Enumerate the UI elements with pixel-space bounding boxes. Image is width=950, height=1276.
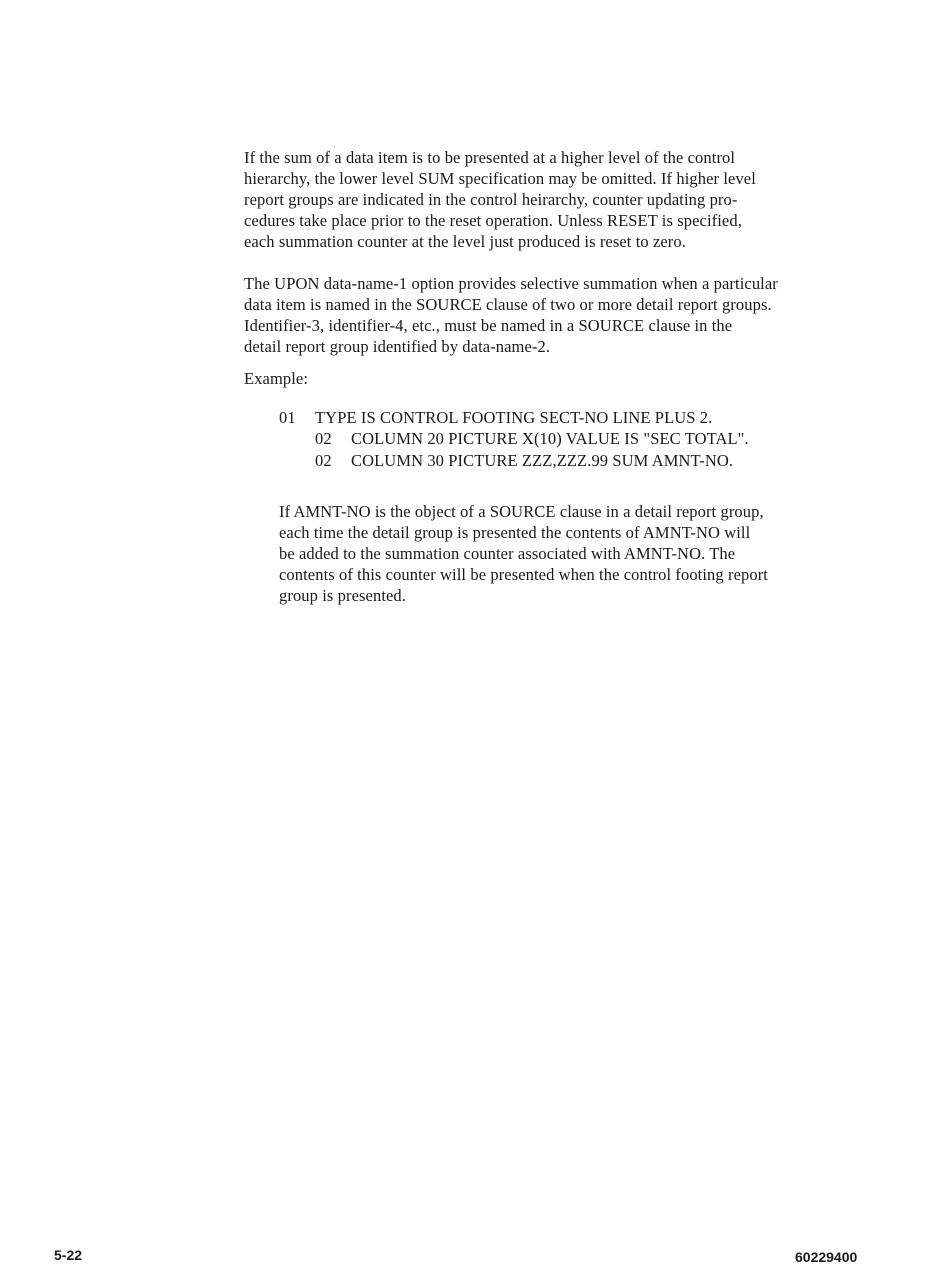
page-number: 5-22 (54, 1247, 83, 1263)
text-line: group is presented. (279, 586, 406, 605)
code-level: 01 (279, 408, 296, 427)
text-line: Identifier-3, identifier-4, etc., must be named in a SOURCE clause in the (244, 316, 733, 335)
code-level: 02 (315, 451, 332, 470)
text-line: each time the detail group is presented the contents of AMNT-NO will (279, 523, 751, 542)
example-label: Example: (244, 369, 309, 388)
code-level: 02 (315, 429, 332, 448)
text-line: report groups are indicated in the control heirarchy, counter updating pro- (244, 190, 738, 209)
document-number: 60229400 (795, 1249, 858, 1265)
text-line: contents of this counter will be presented when the control footing report (279, 565, 768, 584)
code-text: COLUMN 30 PICTURE ZZZ,ZZZ.99 SUM AMNT-NO. (351, 451, 734, 470)
code-text: COLUMN 20 PICTURE X(10) VALUE IS "SEC TOTAL". (351, 429, 749, 448)
text-line: be added to the summation counter associated with AMNT-NO. The (279, 544, 736, 563)
code-text: TYPE IS CONTROL FOOTING SECT-NO LINE PLUS 2. (315, 408, 713, 427)
text-line: data item is named in the SOURCE clause of two or more detail report groups. (244, 295, 772, 314)
text-line: hierarchy, the lower level SUM specification may be omitted. If higher level (244, 169, 756, 188)
text-line: detail report group identified by data-name-2. (244, 337, 551, 356)
text-line: If the sum of a data item is to be presented at a higher level of the control (244, 148, 736, 167)
text-line: cedures take place prior to the reset operation. Unless RESET is specified, (244, 211, 742, 230)
text-line: If AMNT-NO is the object of a SOURCE clause in a detail report group, (279, 502, 764, 521)
text-line: each summation counter at the level just produced is reset to zero. (244, 232, 686, 251)
text-line: The UPON data-name-1 option provides selective summation when a particular (244, 274, 778, 293)
